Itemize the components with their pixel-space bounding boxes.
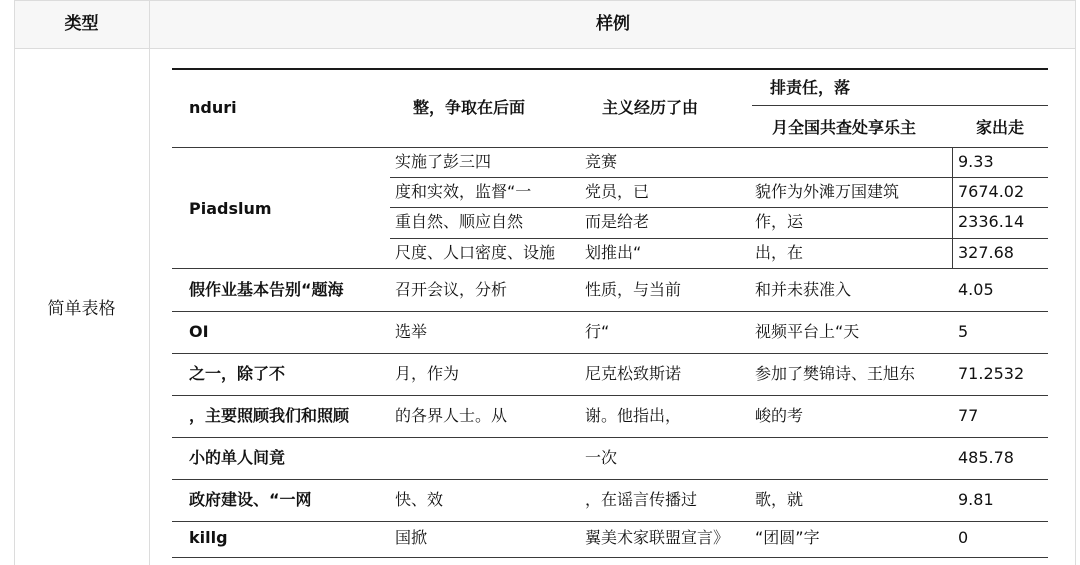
table-cell: 月，作为 — [395, 364, 460, 383]
header-col5: 家出走 — [976, 118, 1025, 137]
header-col4: 月全国共查处享乐主 — [772, 118, 917, 137]
header-type: 类型 — [64, 14, 99, 34]
table-cell: 翼美术家联盟宣言》 — [585, 528, 730, 547]
table-cell: 度和实效，监督“一 — [395, 182, 532, 201]
outer-body-row — [14, 48, 1076, 565]
table-cell: 作，运 — [755, 212, 804, 231]
table-cell: 而是给老 — [585, 212, 650, 231]
row-rule — [172, 479, 1048, 480]
header-col2: 整，争取在后面 — [413, 98, 526, 117]
table-cell: ，在谣言传播过 — [585, 490, 698, 509]
table-cell: 出，在 — [755, 243, 804, 262]
table-cell: 貌作为外滩万国建筑 — [755, 182, 900, 201]
group-label: Piadslum — [189, 199, 272, 218]
outer-column-divider — [149, 48, 150, 565]
table-cell: 视频平台上“天 — [755, 322, 860, 341]
table-cell: 和并未获准入 — [755, 280, 852, 299]
table-cell: 327.68 — [958, 243, 1014, 262]
table-cell: 71.2532 — [958, 364, 1025, 383]
table-cell: 一次 — [585, 448, 618, 467]
row-rule — [390, 238, 1048, 239]
table-cell: 快、效 — [395, 490, 444, 509]
row-rule — [172, 437, 1048, 438]
row-rule — [390, 177, 1048, 178]
table-cell: 召开会议，分析 — [395, 280, 508, 299]
table-cell: 之一，除了不 — [189, 364, 286, 383]
table-cell: 9.33 — [958, 152, 994, 171]
table-cell: 行“ — [585, 322, 610, 341]
table-cell: 政府建设、“一网 — [189, 490, 312, 509]
table-cell: 2336.14 — [958, 212, 1025, 231]
table-cell: OI — [189, 322, 209, 341]
group-header-rule — [752, 105, 1048, 106]
table-cell: killg — [189, 528, 228, 547]
table-cell: 尼克松致斯诺 — [585, 364, 682, 383]
table-cell: 5 — [958, 322, 969, 341]
table-cell: 重自然、顺应自然 — [395, 212, 524, 231]
header-col1: nduri — [189, 98, 237, 117]
header-bottom-rule — [172, 147, 1048, 148]
header-group: 排责任，落 — [770, 78, 851, 97]
table-cell: 的各界人士。从 — [395, 406, 508, 425]
row-rule — [172, 268, 1048, 269]
row-rule — [172, 521, 1048, 522]
table-top-rule — [172, 68, 1048, 70]
table-cell: 7674.02 — [958, 182, 1025, 201]
table-cell: ，主要照顾我们和照顾 — [189, 406, 350, 425]
header-col3: 主义经历了由 — [602, 98, 699, 117]
table-cell: 9.81 — [958, 490, 994, 509]
column-rule — [952, 147, 953, 268]
table-cell: 国掀 — [395, 528, 428, 547]
table-cell: 485.78 — [958, 448, 1014, 467]
table-cell: 党员，已 — [585, 182, 650, 201]
row-rule — [172, 395, 1048, 396]
table-cell: 实施了彭三四 — [395, 152, 492, 171]
table-cell: 竞赛 — [585, 152, 618, 171]
row-rule — [172, 311, 1048, 312]
table-cell: 参加了樊锦诗、王旭东 — [755, 364, 916, 383]
table-cell: “团圆”字 — [755, 528, 820, 547]
table-cell: 4.05 — [958, 280, 994, 299]
table-cell: 歌，就 — [755, 490, 804, 509]
row-rule — [390, 207, 1048, 208]
row-rule — [172, 557, 1048, 558]
table-cell: 划推出“ — [585, 243, 642, 262]
table-cell: 尺度、人口密度、设施 — [395, 243, 556, 262]
table-cell: 性质，与当前 — [585, 280, 682, 299]
table-cell: 小的单人间竟 — [189, 448, 286, 467]
table-cell: 谢。他指出， — [585, 406, 682, 425]
row-type-label: 简单表格 — [47, 299, 116, 319]
table-cell: 77 — [958, 406, 979, 425]
table-cell: 0 — [958, 528, 969, 547]
table-cell: 假作业基本告别“题海 — [189, 280, 344, 299]
table-cell: 峻的考 — [755, 406, 804, 425]
row-rule — [172, 353, 1048, 354]
table-cell: 选举 — [395, 322, 428, 341]
header-example: 样例 — [596, 14, 630, 34]
